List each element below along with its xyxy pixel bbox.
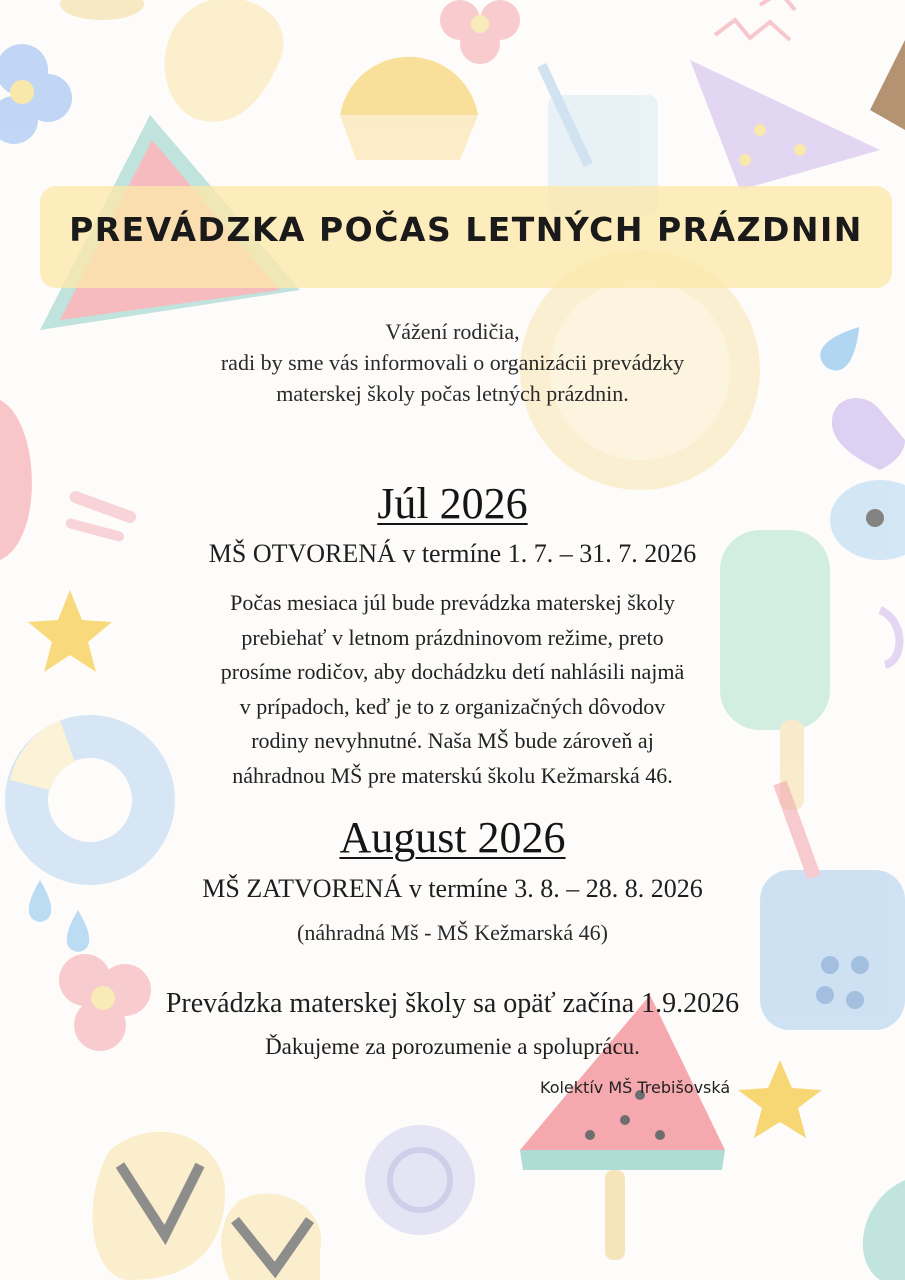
july-text-line: náhradnou MŠ pre materskú školu Kežmarská 46.: [232, 762, 673, 788]
july-heading: Júl 2026: [377, 479, 528, 528]
july-text-line: prosíme rodičov, aby dochádzku detí nahlásili najmä: [220, 659, 685, 684]
intro-line: radi by sme vás informovali o organizácii prevádzky: [220, 350, 685, 375]
august-heading: August 2026: [339, 813, 566, 862]
july-term: MŠ OTVORENÁ v termíne 1. 7. – 31. 7. 2026: [208, 539, 697, 568]
page-title: PREVÁDZKA POČAS LETNÝCH PRÁZDNIN: [69, 210, 863, 249]
thanks-text: Ďakujeme za porozumenie a spoluprácu.: [265, 1034, 640, 1059]
resume-notice: Prevádzka materskej školy sa opäť začína 1.9.2026: [165, 988, 740, 1019]
intro-line: materskej školy počas letných prázdnin.: [276, 381, 629, 406]
july-text-line: v prípadoch, keď je to z organizačných dôvodov: [239, 693, 666, 719]
intro-text: [0, 316, 905, 409]
august-term: MŠ ZATVORENÁ v termíne 3. 8. – 28. 8. 2026: [202, 874, 703, 903]
signature: Kolektív MŠ Trebišovská: [540, 1078, 731, 1097]
july-text-line: Počas mesiaca júl bude prevádzka materskej školy: [230, 590, 675, 615]
july-text-line: prebiehať v letnom prázdninovom režime, preto: [241, 624, 664, 650]
july-text: [0, 586, 905, 793]
august-substitute: (náhradná Mš - MŠ Kežmarská 46): [297, 920, 608, 945]
july-text-line: rodiny nevyhnutné. Naša MŠ bude zároveň aj: [251, 728, 654, 753]
intro-line: Vážení rodičia,: [385, 319, 520, 344]
